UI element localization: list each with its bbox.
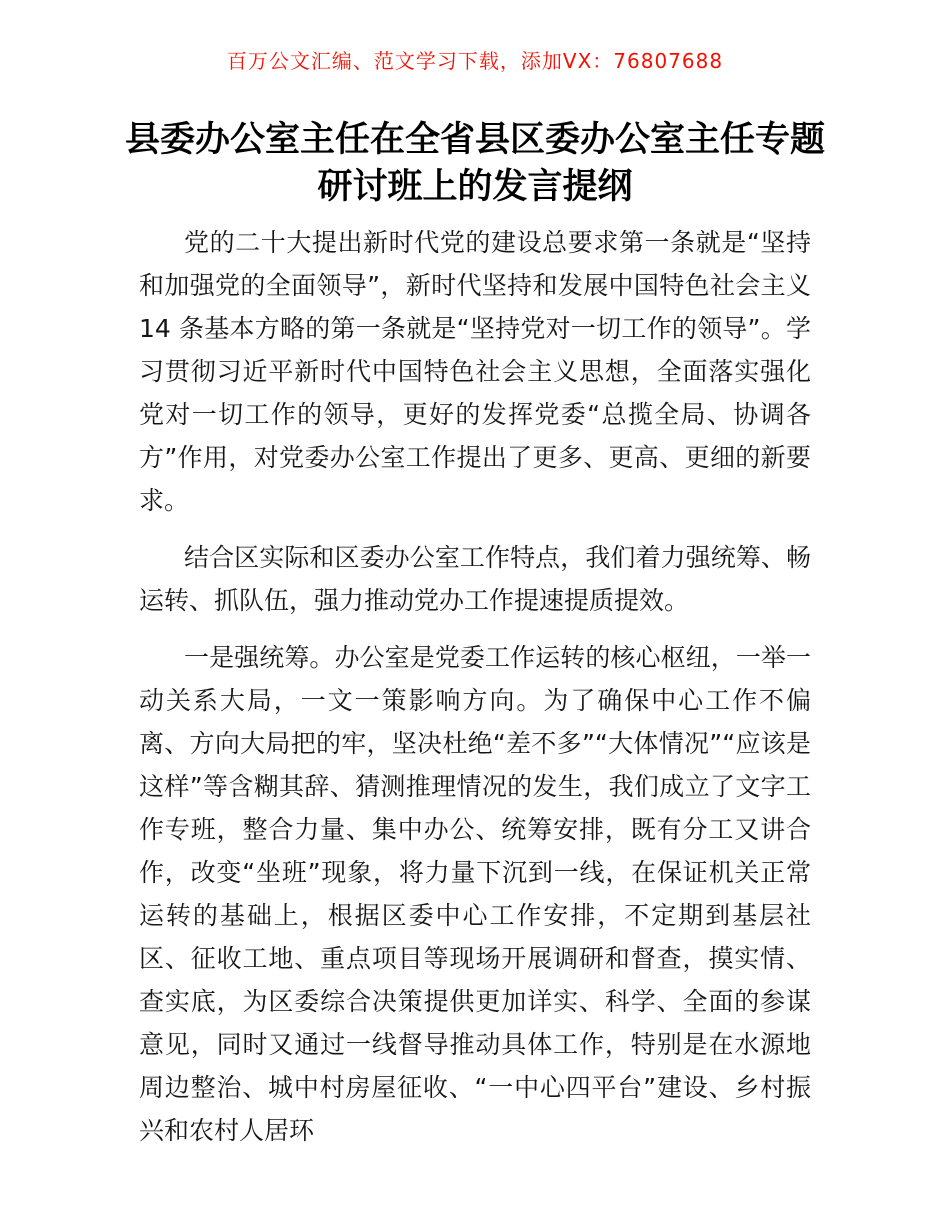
- document-body: [139, 221, 811, 1152]
- document-title-line-1: 县委办公室主任在全省县区委办公室主任专题: [124, 120, 825, 160]
- paragraph-1: 党的二十大提出新时代党的建设总要求第一条就是“坚持和加强党的全面领导”，新时代坚持和发展中国特色社会主义14 条基本方略的第一条就是“坚持党对一切工作的领导”。学习贯彻习近平新时代中国特色社会主义思想，全面落实强化党对一切工作的领导，更好的发挥党委“总揽全局、协调各方”作用，对党委办公室工作提出了更多、更高、更细的新要求。: [139, 228, 811, 515]
- paragraph-2: 结合区实际和区委办公室工作特点，我们着力强统筹、畅运转、抓队伍，强力推动党办工作提速提质提效。: [139, 543, 811, 615]
- paragraph-3: 一是强统筹。办公室是党委工作运转的核心枢纽，一举一动关系大局，一文一策影响方向。为了确保中心工作不偏离、方向大局把的牢，坚决杜绝“差不多”“大体情况”“应该是这样”等含糊其辞、猜测推理情况的发生，我们成立了文字工作专班，整合力量、集中办公、统筹安排，既有分工又讲合作，改变“坐班”现象，将力量下沉到一线，在保证机关正常运转的基础上，根据区委中心工作安排，不定期到基层社区、征收工地、重点项目等现场开展调研和督查，摸实情、查实底，为区委综合决策提供更加详实、科学、全面的参谋意见，同时又通过一线督导推动具体工作，特别是在水源地周边整治、城中村房屋征收、“一中心四平台”建设、乡村振兴和农村人居环: [139, 643, 811, 1145]
- document-title-line-2: 研讨班上的发言提纲: [317, 167, 633, 207]
- promo-header-text: 百万公文汇编、范文学习下载，添加VX：76807688: [226, 49, 724, 73]
- document-title: [115, 117, 835, 211]
